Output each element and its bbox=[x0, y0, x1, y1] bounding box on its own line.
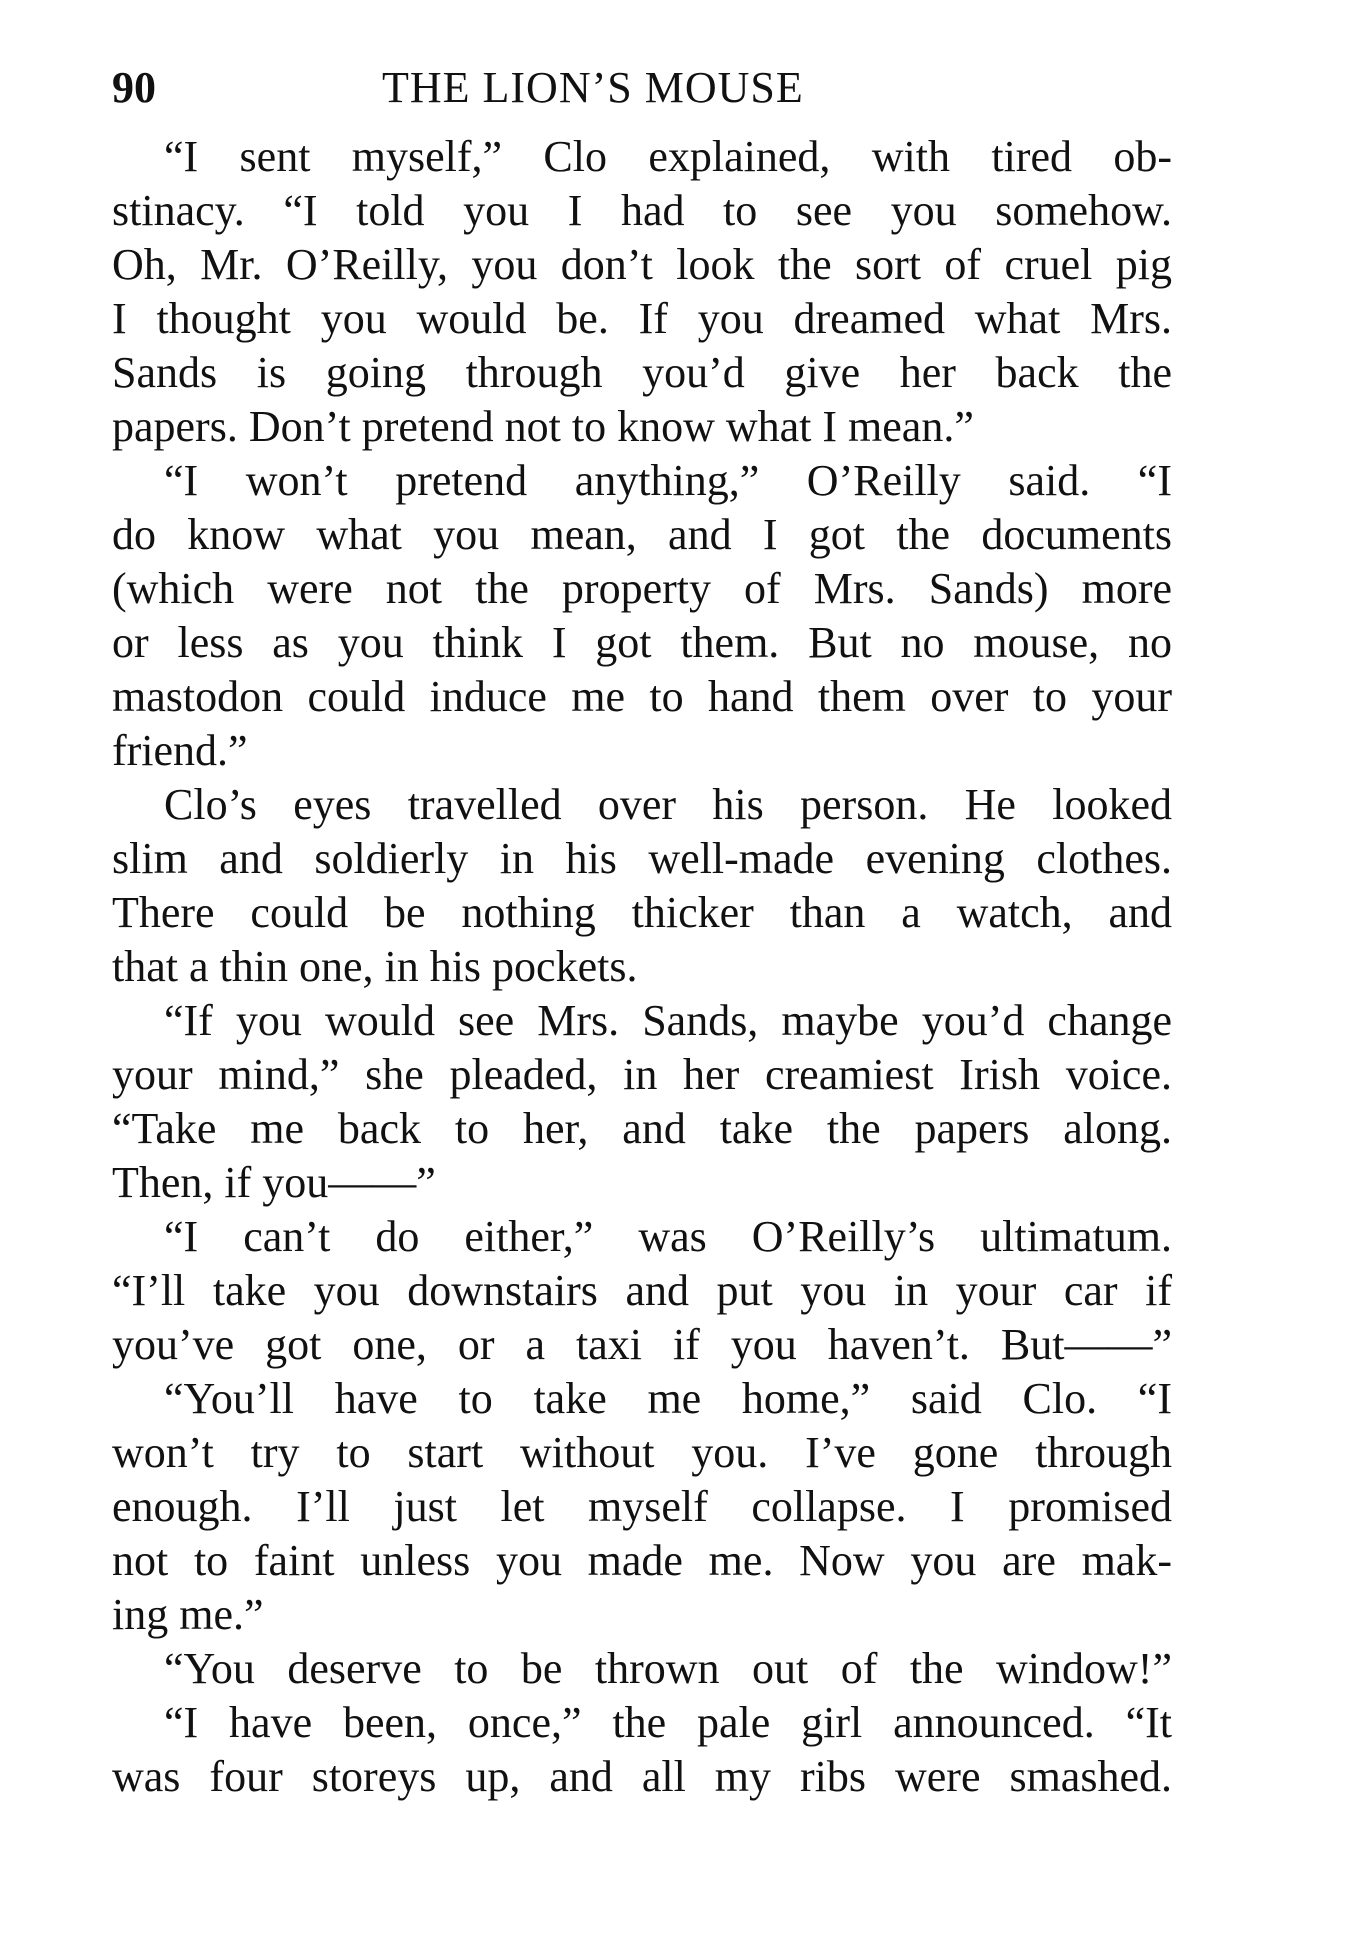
page-header bbox=[112, 58, 1172, 118]
text-line: Sands is going through you’d give her back the bbox=[112, 348, 1172, 397]
text-line: “I’ll take you downstairs and put you in your car if bbox=[112, 1266, 1172, 1315]
text-line: papers. Don’t pretend not to know what I mean.” bbox=[112, 402, 974, 451]
text-line: friend.” bbox=[112, 726, 248, 775]
text-line: Then, if you——” bbox=[112, 1158, 436, 1207]
text-line: I thought you would be. If you dreamed what Mrs. bbox=[112, 294, 1172, 343]
text-line: not to faint unless you made me. Now you are mak- bbox=[112, 1536, 1172, 1585]
text-line: your mind,” she pleaded, in her creamiest Irish voice. bbox=[112, 1050, 1172, 1099]
text-line: “I can’t do either,” was O’Reilly’s ultimatum. bbox=[164, 1212, 1172, 1261]
text-line: (which were not the property of Mrs. Sands) more bbox=[112, 564, 1172, 613]
text-line: “If you would see Mrs. Sands, maybe you’d change bbox=[164, 996, 1172, 1045]
text-line: “I sent myself,” Clo explained, with tired ob- bbox=[164, 132, 1172, 181]
text-line: was four storeys up, and all my ribs were smashed. bbox=[112, 1752, 1172, 1801]
text-line: “You’ll have to take me home,” said Clo. “I bbox=[164, 1374, 1172, 1423]
text-line: or less as you think I got them. But no mouse, no bbox=[112, 618, 1172, 667]
text-line: that a thin one, in his pockets. bbox=[112, 942, 638, 991]
running-head: THE LION’S MOUSE bbox=[382, 63, 804, 112]
text-line: There could be nothing thicker than a watch, and bbox=[112, 888, 1172, 937]
text-line: “I won’t pretend anything,” O’Reilly said. “I bbox=[164, 456, 1172, 505]
text-line: do know what you mean, and I got the documents bbox=[112, 510, 1172, 559]
text-line: Oh, Mr. O’Reilly, you don’t look the sort of cruel pig bbox=[112, 240, 1172, 289]
text-line: Clo’s eyes travelled over his person. He looked bbox=[164, 780, 1172, 829]
text-line: stinacy. “I told you I had to see you somehow. bbox=[112, 186, 1172, 235]
text-line: enough. I’ll just let myself collapse. I promised bbox=[112, 1482, 1172, 1531]
text-line: ing me.” bbox=[112, 1590, 264, 1639]
text-line: you’ve got one, or a taxi if you haven’t. But——” bbox=[112, 1320, 1172, 1369]
text-line: “I have been, once,” the pale girl announced. “It bbox=[164, 1698, 1172, 1747]
text-line: won’t try to start without you. I’ve gone through bbox=[112, 1428, 1172, 1477]
text-line: slim and soldierly in his well-made evening clothes. bbox=[112, 834, 1172, 883]
text-line: “You deserve to be thrown out of the window!” bbox=[164, 1644, 1172, 1693]
text-line: mastodon could induce me to hand them over to your bbox=[112, 672, 1172, 721]
text-line: “Take me back to her, and take the papers along. bbox=[112, 1104, 1172, 1153]
body-text bbox=[112, 130, 1172, 1804]
page-number: 90 bbox=[112, 63, 156, 112]
